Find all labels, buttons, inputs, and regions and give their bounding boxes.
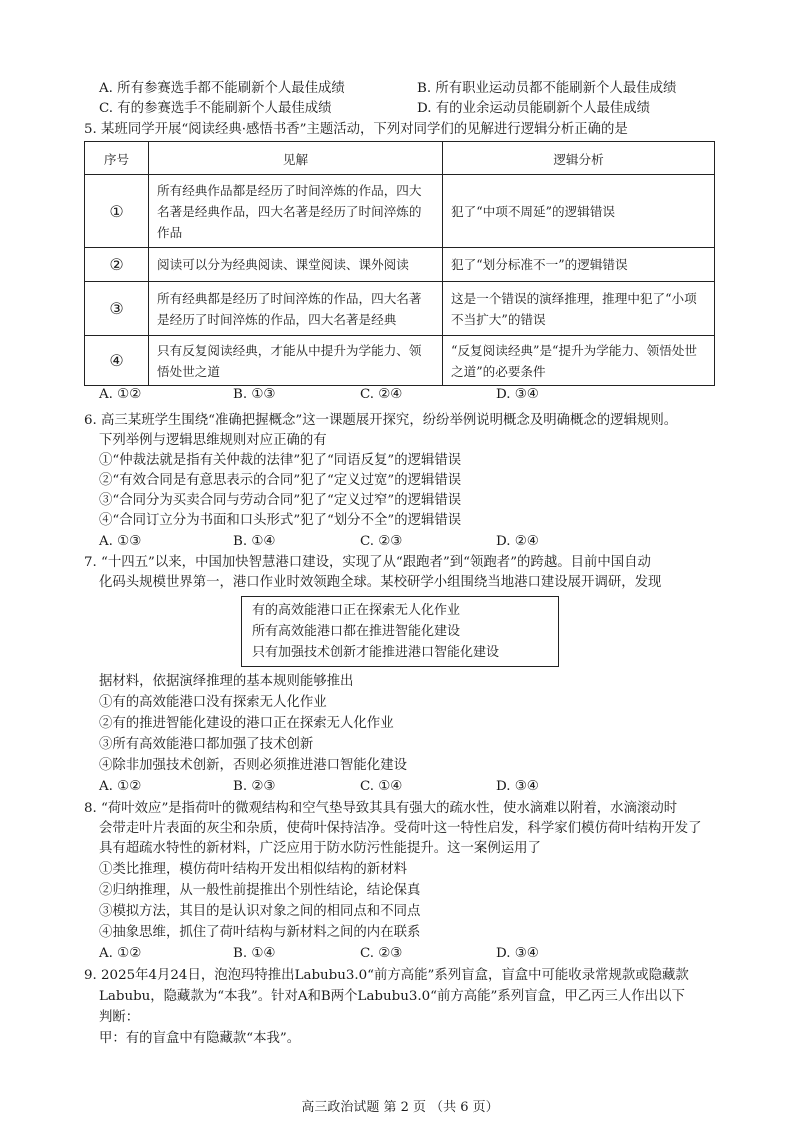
page-footer: 高三政治试题 第 2 页 （共 6 页） — [301, 1100, 499, 1115]
q5-option-c: C. ②④ — [360, 387, 403, 402]
row-view: 阅读可以分为经典阅读、课堂阅读、课外阅读 — [149, 248, 443, 282]
q8-item-4: ④抽象思维，抓住了荷叶结构与新材料之间的内在联系 — [99, 925, 421, 940]
q7-option-c: C. ①④ — [360, 779, 403, 794]
row-no: ② — [85, 248, 149, 282]
q7-option-d: D. ③④ — [496, 779, 539, 794]
q7-option-a: A. ①② — [99, 779, 142, 794]
row-view: 所有经典作品都是经历了时间淬炼的作品，四大名著是经典作品，四大名著是经历了时间淬炼的作品 — [149, 175, 443, 248]
q6-item-4: ④“合同订立分为书面和口头形式”犯了“划分不全”的逻辑错误 — [99, 513, 462, 528]
q8-stem-line1: 8. “荷叶效应”是指荷叶的微观结构和空气垫导致其具有强大的疏水性，使水滴难以附着，水滴滚动时 — [84, 801, 678, 816]
q7-material-box — [241, 596, 559, 667]
q8-item-2: ②归纳推理，从一般性前提推出个别性结论，结论保真 — [99, 883, 421, 898]
q8-item-3: ③模拟方法，其目的是认识对象之间的相同点和不同点 — [99, 904, 421, 919]
row-no: ① — [85, 175, 149, 248]
q7-item-1: ①有的高效能港口没有探索无人化作业 — [99, 695, 327, 710]
header-analysis: 逻辑分析 — [443, 142, 715, 175]
row-analysis: 犯了“划分标准不一”的逻辑错误 — [443, 248, 715, 282]
q5-option-a: A. ①② — [99, 387, 142, 402]
row-view: 只有反复阅读经典，才能从中提升为学能力、领悟处世之道 — [149, 336, 443, 386]
row-view: 所有经典都是经历了时间淬炼的作品，四大名著是经历了时间淬炼的作品，四大名著是经典 — [149, 282, 443, 336]
q6-option-b: B. ①④ — [233, 534, 276, 549]
q8-option-d: D. ③④ — [496, 946, 539, 961]
header-view: 见解 — [149, 142, 443, 175]
q4-option-a: A. 所有参赛选手都不能刷新个人最佳成绩 — [99, 81, 345, 96]
row-no: ④ — [85, 336, 149, 386]
q9-jia-statement: 甲：有的盲盒中有隐藏款“本我”。 — [99, 1031, 301, 1046]
q7-material-line: 所有高效能港口都在推进智能化建设 — [252, 624, 461, 639]
q6-option-d: D. ②④ — [496, 534, 539, 549]
q6-option-c: C. ②③ — [360, 534, 403, 549]
q5-table-header — [85, 142, 715, 175]
q8-item-1: ①类比推理，模仿荷叶结构开发出相似结构的新材料 — [99, 862, 407, 877]
q6-stem-line2: 下列举例与逻辑思维规则对应正确的有 — [99, 433, 327, 448]
q5-option-b: B. ①③ — [233, 387, 276, 402]
table-row — [85, 248, 715, 282]
q6-stem-line1: 6. 高三某班学生围绕“准确把握概念”这一课题展开探究，纷纷举例说明概念及明确概念的逻辑规则。 — [84, 413, 678, 428]
q4-option-d: D. 有的业余运动员能刷新个人最佳成绩 — [417, 101, 651, 116]
q9-stem-line2: Labubu，隐藏款为“本我”。针对A和B两个Labubu3.0“前方高能”系列盲盒，甲乙丙三人作出以下 — [99, 989, 685, 1004]
q7-material-line: 有的高效能港口正在探索无人化作业 — [252, 603, 461, 618]
q9-stem-line3: 判断： — [99, 1010, 140, 1025]
q7-stem-line2: 化码头规模世界第一，港口作业时效领跑全球。某校研学小组围绕当地港口建设展开调研，发现 — [99, 575, 662, 590]
q6-item-1: ①“仲裁法就是指有关仲裁的法律”犯了“同语反复”的逻辑错误 — [99, 453, 462, 468]
q6-option-a: A. ①③ — [99, 534, 142, 549]
row-no: ③ — [85, 282, 149, 336]
table-row — [85, 282, 715, 336]
q7-option-b: B. ②③ — [233, 779, 276, 794]
q8-stem-line2: 会带走叶片表面的灰尘和杂质，使荷叶保持洁净。受荷叶这一特性启发，科学家们模仿荷叶结构开发了 — [99, 821, 702, 836]
q8-option-a: A. ①② — [99, 946, 142, 961]
table-row — [85, 336, 715, 386]
q4-option-b: B. 所有职业运动员都不能刷新个人最佳成绩 — [417, 81, 677, 96]
q5-stem: 5. 某班同学开展“阅读经典·感悟书香”主题活动，下列对同学们的见解进行逻辑分析正确的是 — [84, 122, 628, 137]
q6-item-2: ②“有效合同是有意思表示的合同”犯了“定义过宽”的逻辑错误 — [99, 473, 462, 488]
q7-item-2: ②有的推进智能化建设的港口正在探索无人化作业 — [99, 716, 394, 731]
q4-option-c: C. 有的参赛选手不能刷新个人最佳成绩 — [99, 101, 332, 116]
q8-option-c: C. ②③ — [360, 946, 403, 961]
q6-item-3: ③“合同分为买卖合同与劳动合同”犯了“定义过窄”的逻辑错误 — [99, 493, 462, 508]
q8-option-b: B. ①④ — [233, 946, 276, 961]
table-row — [85, 175, 715, 248]
q7-item-3: ③所有高效能港口都加强了技术创新 — [99, 737, 314, 752]
q7-lead: 据材料，依据演绎推理的基本规则能够推出 — [99, 674, 354, 689]
q8-stem-line3: 具有超疏水特性的新材料，广泛应用于防水防污性能提升。这一案例运用了 — [99, 841, 541, 856]
q7-item-4: ④除非加强技术创新，否则必须推进港口智能化建设 — [99, 758, 407, 773]
q5-option-d: D. ③④ — [496, 387, 539, 402]
row-analysis: 这是一个错误的演绎推理，推理中犯了“小项不当扩大”的错误 — [443, 282, 715, 336]
q9-stem-line1: 9. 2025年4月24日，泡泡玛特推出Labubu3.0“前方高能”系列盲盒，盲盒中可能收录常规款或隐藏款 — [84, 968, 689, 983]
header-no: 序号 — [85, 142, 149, 175]
q7-material-line: 只有加强技术创新才能推进港口智能化建设 — [252, 645, 500, 660]
q5-table — [84, 141, 715, 386]
q7-stem-line1: 7. “十四五”以来，中国加快智慧港口建设，实现了从“跟跑者”到“领跑者”的跨越。目前中国自动 — [84, 555, 651, 570]
row-analysis: 犯了“中项不周延”的逻辑错误 — [443, 175, 715, 248]
row-analysis: “反复阅读经典”是“提升为学能力、领悟处世之道”的必要条件 — [443, 336, 715, 386]
